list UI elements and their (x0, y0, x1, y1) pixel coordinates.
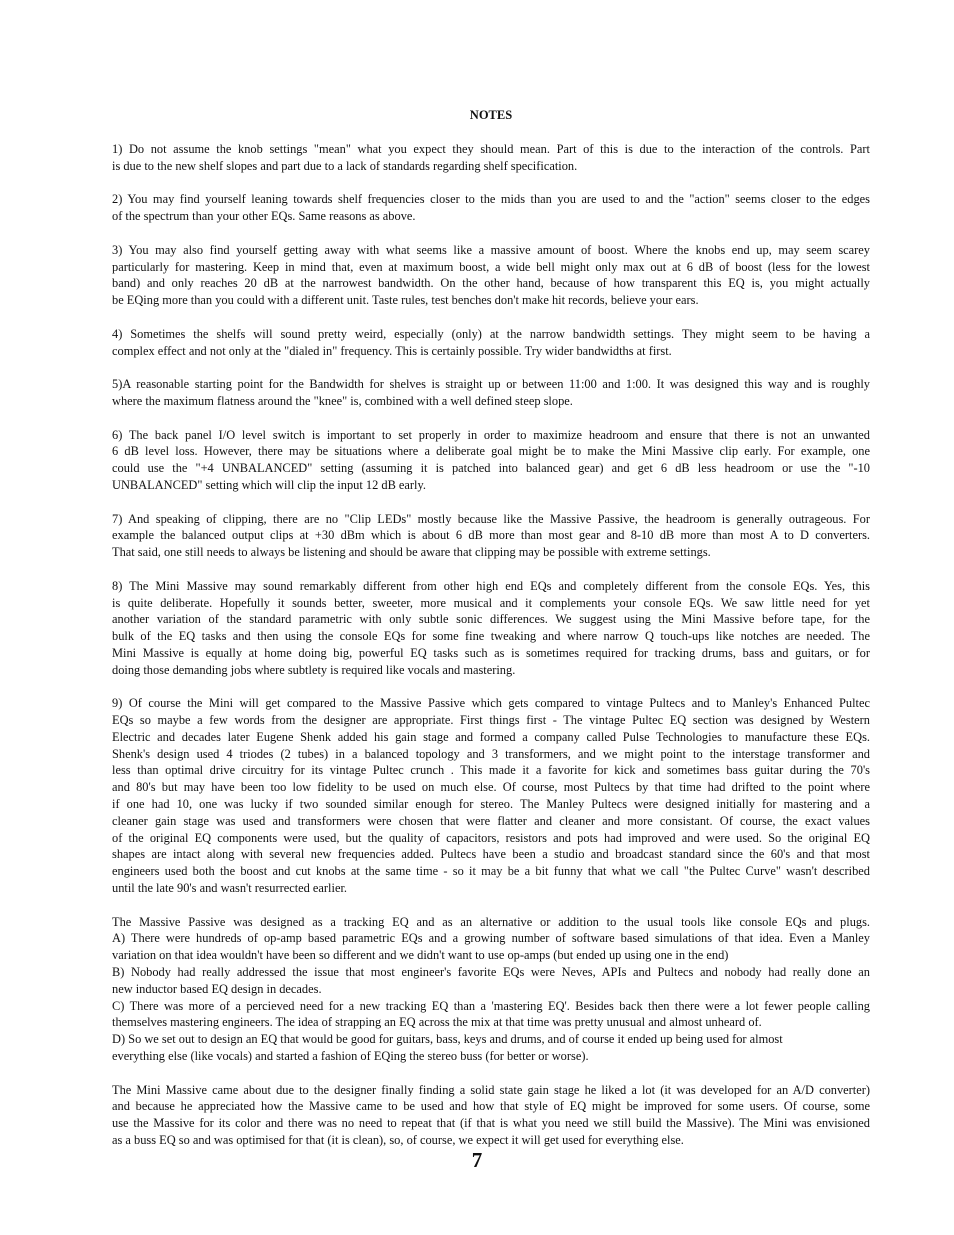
text-line: 4) Sometimes the shelfs will sound pretty weird, especially (only) at the narrow bandwidth settings. They might seem to be having a (112, 326, 870, 341)
text-line: cleaner gain stage was used and transformers were chosen that were flatter and cleaner and more consistant. Of course, the exact values (112, 813, 870, 828)
text-line: B) Nobody had really addressed the issue that most engineer's favorite EQs were Neves, APIs and Pultecs and nobody had really done an (112, 965, 870, 980)
text-line: 3) You may also find yourself getting away with what seems like a massive amount of boost. Where the knobs end up, may seem scarey (112, 242, 870, 257)
text-line: use the Massive for its color and there was no need to repeat that (if that is what you need we still build the Massive). The Mini was envisioned (112, 1116, 870, 1131)
text-line: A) There were hundreds of op-amp based parametric EQs and a growing number of software based simulations of that idea. Even a Manley (112, 931, 870, 946)
note-paragraph (112, 242, 870, 309)
text-line: be EQing more than you could with a different unit. Taste rules, test benches don't make hit records, believe your ears. (112, 293, 699, 308)
note-paragraph (112, 578, 870, 679)
text-line: C) There was more of a percieved need for a new tracking EQ than a 'mastering EQ'. Besides back then there were a lot fewer people calling (112, 998, 870, 1013)
note-paragraph (112, 695, 870, 897)
text-line: variation on that idea wouldn't have been so different and we didn't want to use op-amps (but ended up using one in the end) (112, 948, 729, 963)
text-line: another variation of the standard parametric with only subtle sonic differences. We suggest using the Mini Massive before tape, for the (112, 612, 870, 627)
text-line: doing those demanding jobs where subtlety is required like vocals and mastering. (112, 662, 516, 677)
text-line: Electric and decades later Eugene Shenk added his gain stage and formed a company called Pulse Technologies to manufacture these EQs. (112, 729, 870, 744)
text-line: EQs so maybe a few words from the designer are appropriate. First things first - The vintage Pultec EQ section was designed by Western (112, 713, 870, 728)
note-paragraph (112, 1082, 870, 1149)
text-line: example the balanced output clips at +30 dBm which is about 6 dB more than most gear and 8-10 dB more than most A to D converters. (112, 528, 870, 543)
text-line: 5)A reasonable starting point for the Bandwidth for shelves is straight up or between 11:00 and 1:00. It was designed this way and is roughly (112, 377, 870, 392)
text-line: 6) The back panel I/O level switch is important to set properly in order to maximize headroom and ensure that there is not an unwanted (112, 427, 870, 442)
text-line: particularly for mastering. Keep in mind that, even at maximum boost, a wide bell might only max out at 6 dB of boost (less for the lowest (112, 259, 870, 274)
notes-body (112, 141, 870, 1149)
text-line: could use the "+4 UNBALANCED" setting (assuming it is patched into balanced gear) and get 6 dB less headroom or use the "-10 (112, 461, 870, 476)
note-paragraph (112, 376, 870, 410)
text-line: 9) Of course the Mini will get compared to the Massive Passive which gets compared to vintage Pultecs and to Manley's Enhanced Pultec (112, 696, 870, 711)
text-line: where the maximum flatness around the "knee" is, combined with a well defined steep slope. (112, 393, 573, 408)
text-line: Shenk's design used 4 triodes (2 tubes) in a balanced topology and 3 transformers, and we might point to the interstage transformer and (112, 746, 870, 761)
notes-page (112, 108, 870, 1149)
text-line: That said, one still needs to always be listening and should be aware that clipping may be possible with extreme settings. (112, 545, 711, 560)
text-line: everything else (like vocals) and started a fashion of EQing the stereo buss (for better or worse). (112, 1049, 589, 1064)
text-line: until the late 90's and wasn't resurrected earlier. (112, 881, 347, 896)
text-line: Mini Massive is equally at home doing big, powerful EQ tasks such as is sometimes required for tracking drums, bass and guitars, or for (112, 645, 870, 660)
text-line: of the spectrum than your other EQs. Same reasons as above. (112, 209, 416, 224)
text-line: The Mini Massive came about due to the designer finally finding a solid state gain stage he liked a lot (it was developed for an A/D converter) (112, 1082, 870, 1097)
text-line: is due to the new shelf slopes and part due to a lack of standards regarding shelf specification. (112, 158, 578, 173)
text-line: The Massive Passive was designed as a tracking EQ and as an alternative or addition to the usual tools like console EQs and plugs. (112, 914, 870, 929)
text-line: shapes are intact along with several new frequencies added. Pultecs have been a studio and broadcast standard since the 60's and that most (112, 847, 870, 862)
text-line: bulk of the EQ tasks and then using the console EQs for some fine tweaking and where narrow Q touch-ups like notches are needed. The (112, 629, 870, 644)
text-line: of the original EQ components were used, but the quality of capacitors, resistors and pots had improved and were used. So the original EQ (112, 830, 870, 845)
text-line: band) and only reaches 20 dB at the narrowest bandwidth. On the other hand, because of how transparent this EQ is, you might actually (112, 276, 870, 291)
text-line: UNBALANCED" setting which will clip the input 12 dB early. (112, 477, 426, 492)
text-line: and because he appreciated how the Massive came to be used and how that style of EQ might be improved for some users. Of course, some (112, 1099, 870, 1114)
note-paragraph (112, 511, 870, 561)
text-line: complex effect and not only at the "dialed in" frequency. This is certainly possible. Try wider bandwidths at first. (112, 343, 672, 358)
text-line: is quite deliberate. Hopefully it sounds better, sweeter, more musical and it complements your console EQs. We saw little need for yet (112, 595, 870, 610)
text-line: if one had 10, one was lucky if two sounded similar enough for stereo. The Manley Pultecs were designed initially for mastering and a (112, 797, 870, 812)
text-line: 6 dB level loss. However, there may be situations where a deliberate goal might be to make the Mini Massive clip early. For example, one (112, 444, 870, 459)
page-number: 7 (471, 1148, 483, 1172)
text-line: and 80's but may have been too low fidelity to be used on much else. Of course, most Pultecs by that time had drifted to the point where (112, 780, 870, 795)
text-line: D) So we set out to design an EQ that would be good for guitars, bass, keys and drums, and of course it ended up being used for almost (112, 1032, 783, 1047)
text-line: themselves mastering engineers. The idea of strapping an EQ across the mix at that time was pretty unusual and almost unheard of. (112, 1015, 762, 1030)
note-paragraph (112, 914, 870, 1065)
text-line: 8) The Mini Massive may sound remarkably different from other high end EQs and completely different from the console EQs. Yes, this (112, 578, 870, 593)
text-line: 1) Do not assume the knob settings "mean" what you expect they should mean. Part of this is due to the interaction of the controls. Part (112, 142, 870, 156)
note-paragraph (112, 141, 870, 175)
text-line: new inductor based EQ design in decades. (112, 981, 322, 996)
note-paragraph (112, 191, 870, 225)
note-paragraph (112, 326, 870, 360)
text-line: 7) And speaking of clipping, there are no "Clip LEDs" mostly because like the Massive Passive, the headroom is generally outrageous. For (112, 511, 870, 526)
text-line: engineers used both the boost and cut knobs at the same time - so it may be a bit funny that what we call "the Pultec Curve" wasn't described (112, 864, 870, 879)
notes-heading: NOTES (469, 108, 513, 122)
text-line: as a buss EQ so and was optimised for that (it is clean), so, of course, we expect it will get used for everything else. (112, 1133, 684, 1148)
text-line: 2) You may find yourself leaning towards shelf frequencies closer to the mids than you are used to and the "action" seems closer to the edges (112, 192, 870, 207)
text-line: less than optimal drive circuitry for its vintage Pultec crunch . This made it a favorite for kick and sometimes bass guitar during the 70's (112, 763, 870, 778)
note-paragraph (112, 427, 870, 494)
